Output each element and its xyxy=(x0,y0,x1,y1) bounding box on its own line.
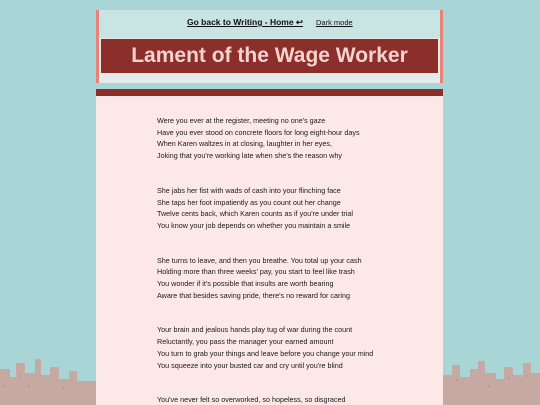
poem-line: You squeeze into your busted car and cry until you're blind xyxy=(157,360,343,370)
dark-mode-toggle[interactable]: Dark mode xyxy=(316,18,353,27)
poem-line: She jabs her fist with wads of cash into your flinching face xyxy=(157,185,341,195)
page-container xyxy=(96,10,443,405)
poem-line: You wonder if it's possible that insults are worth bearing xyxy=(157,279,334,289)
poem-line: Have you ever stood on concrete floors for long eight-hour days xyxy=(157,127,360,137)
stanza xyxy=(157,394,379,405)
poem-line: You've never felt so overworked, so hopeless, so disgraced xyxy=(157,395,346,405)
poem-line: She taps her foot impatiently as you count out her change xyxy=(157,197,341,207)
stanza xyxy=(157,255,379,302)
poem-line: Twelve cents back, which Karen counts as if you're under trial xyxy=(157,209,353,219)
page-title: Lament of the Wage Worker xyxy=(131,44,408,67)
poem-line: Reluctantly, you pass the manager your earned amount xyxy=(157,337,334,347)
poem-line: You turn to grab your things and leave before you change your mind xyxy=(157,348,374,358)
poem-content xyxy=(96,89,443,405)
poem-line: She turns to leave, and then you breathe. You total up your cash xyxy=(157,255,362,265)
title-banner-inner xyxy=(101,39,438,73)
poem-body xyxy=(157,115,379,405)
title-banner xyxy=(96,38,443,83)
poem-line: Were you ever at the register, meeting no one's gaze xyxy=(157,116,326,125)
poem-line: You know your job depends on whether you maintain a smile xyxy=(157,220,351,230)
stanza xyxy=(157,324,379,371)
top-nav xyxy=(96,10,443,38)
stanza xyxy=(157,185,379,232)
stanza xyxy=(157,115,379,162)
poem-line: Your brain and jealous hands play tug of war during the count xyxy=(157,325,353,335)
poem-line: Aware that besides saving pride, there's no reward for caring xyxy=(157,290,351,300)
poem-line: Joking that you're working late when she's the reason why xyxy=(157,151,342,161)
home-link[interactable]: Go back to Writing - Home ↩ xyxy=(187,17,304,27)
poem-line: When Karen waltzes in at closing, laughter in her eyes, xyxy=(157,139,332,149)
poem-line: Holding more than three weeks' pay, you start to feel like trash xyxy=(157,267,355,277)
content-top-bar xyxy=(96,89,443,96)
